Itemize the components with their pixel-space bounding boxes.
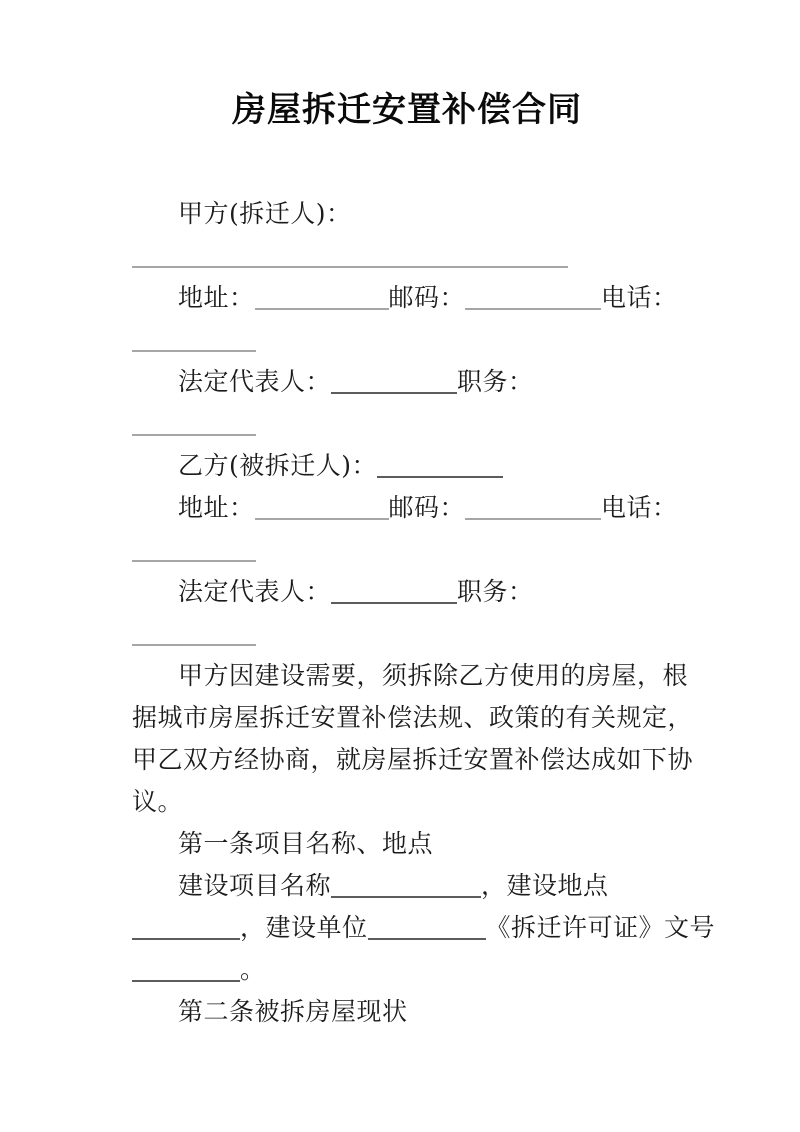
- text-run: 议。: [132, 787, 184, 816]
- text-run: 电话：: [601, 493, 678, 522]
- blank-underline: [377, 460, 503, 478]
- blank-underline: [132, 418, 256, 436]
- text-run: 建设项目名称: [178, 871, 332, 900]
- blank-underline: [465, 292, 601, 310]
- text-run: 地址：: [178, 283, 255, 312]
- article-2-heading: [132, 991, 682, 1033]
- preamble-line-2: [132, 697, 694, 739]
- blank-underline: [368, 922, 486, 940]
- party-b-label: [132, 445, 682, 487]
- article-1-line-1: [132, 865, 682, 907]
- party-b-representative-row: [132, 571, 682, 613]
- party-b-position-blank: [132, 613, 682, 655]
- text-run: 。: [240, 955, 266, 984]
- text-run: 电话：: [601, 283, 678, 312]
- document-body: [132, 193, 716, 1033]
- text-run: 邮码：: [388, 493, 466, 522]
- party-b-address-row: [132, 487, 682, 529]
- blank-underline: [132, 334, 256, 352]
- text-run: 邮码：: [388, 283, 466, 312]
- text-run: 甲乙双方经协商，就房屋拆迁安置补偿达成如下协: [132, 745, 694, 774]
- text-run: 法定代表人：: [178, 577, 332, 606]
- text-run: ，建设地点: [481, 871, 609, 900]
- blank-underline: [331, 880, 481, 898]
- blank-underline: [331, 376, 457, 394]
- text-run: ，建设单位: [240, 913, 368, 942]
- article-1-line-2: [132, 907, 716, 949]
- party-a-address-row: [132, 277, 682, 319]
- text-run: 据城市房屋拆迁安置补偿法规、政策的有关规定，: [132, 703, 694, 732]
- blank-underline: [132, 922, 240, 940]
- party-a-name-blank: [132, 235, 682, 277]
- article-1-heading: [132, 823, 682, 865]
- preamble-line-4: [132, 781, 682, 823]
- blank-underline: [255, 502, 389, 520]
- text-run: 第二条被拆房屋现状: [178, 997, 408, 1026]
- party-a-representative-row: [132, 361, 682, 403]
- blank-underline: [132, 628, 256, 646]
- text-run: 甲方(拆迁人)：: [178, 199, 352, 228]
- text-run: 乙方(被拆迁人)：: [178, 451, 378, 480]
- blank-underline: [465, 502, 601, 520]
- blank-underline: [255, 292, 389, 310]
- text-run: 地址：: [178, 493, 255, 522]
- party-a-label: [132, 193, 682, 235]
- text-run: 职务：: [457, 577, 534, 606]
- text-run: 《拆迁许可证》文号: [485, 913, 716, 942]
- preamble-line-1: [132, 655, 689, 697]
- text-run: 第一条项目名称、地点: [178, 829, 434, 858]
- party-a-phone-blank: [132, 319, 682, 361]
- article-1-line-3: [132, 949, 682, 991]
- text-run: 甲方因建设需要，须拆除乙方使用的房屋，根: [178, 661, 689, 690]
- blank-underline: [132, 250, 568, 268]
- document-title: 房屋拆迁安置补偿合同: [232, 90, 582, 130]
- party-b-phone-blank: [132, 529, 682, 571]
- text-run: 法定代表人：: [178, 367, 332, 396]
- blank-underline: [132, 964, 240, 982]
- blank-underline: [331, 586, 457, 604]
- blank-underline: [132, 544, 256, 562]
- party-a-position-blank: [132, 403, 682, 445]
- preamble-line-3: [132, 739, 694, 781]
- text-run: 职务：: [457, 367, 534, 396]
